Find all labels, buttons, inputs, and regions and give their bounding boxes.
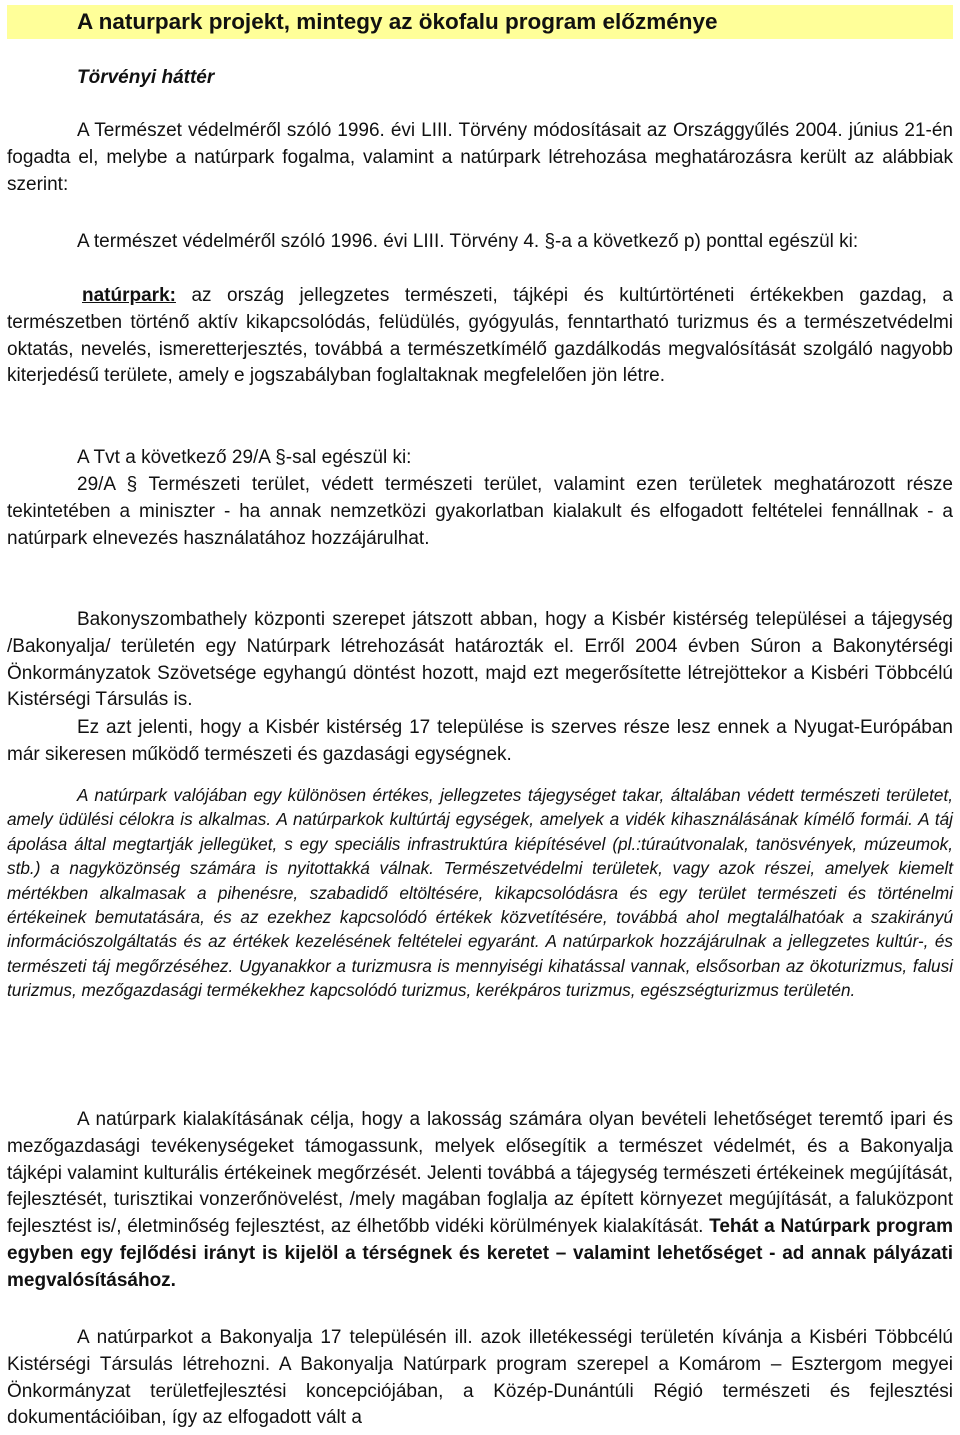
page-title: A naturpark projekt, mintegy az ökofalu program előzménye — [77, 9, 718, 34]
goal-emphasis: Tehát a Natúrpark program egyben egy fejlődési irányt is kijelöl a térségnek és keretet – valamint lehetőséget - ad annak pályázati megvalósításához. — [7, 1216, 954, 1291]
paragraph-law-section: A természet védelméről szóló 1996. évi LIII. Törvény 4. §-a a következő p) ponttal egészül ki: — [77, 231, 859, 252]
paragraph-bakonyszombathely: Bakonyszombathely központi szerepet játszott abban, hogy a Kisbér kistérség települései a tájegység /Bakonyalja/ területén egy Natúrpark létrehozását határozták el. Erről 2004 évben Súron a Bakonytérségi Önkormányzatok Szövetsége egyhangú döntést hozott, majd ezt megerősítette létrejöttekor a Kisbéri Többcélú Kistérségi Társulás is. — [7, 609, 953, 711]
paragraph-kisber-17: Ez azt jelenti, hogy a Kisbér kistérség 17 települése is szerves része lesz ennek a Nyugat-Európában már sikeresen működő természeti és gazdasági egységnek. — [7, 717, 953, 765]
paragraph-29a: 29/A § Természeti terület, védett természeti terület, valamint ezen területek meghatározott része tekintetében a miniszter - ha annak nemzetközi gyakorlatban kialakult és elfogadott feltételei fennállnak - a natúrpark elnevezés használatához hozzájárulhat. — [7, 474, 953, 549]
goal-text: A natúrpark kialakításának célja, hogy a lakosság számára olyan bevételi lehetőséget teremtő ipari és mezőgazdasági tevékenységeket támogassunk, melyek elősegítik a természet védelmét, és a Bakonyalja tájképi valamint kulturális értékeinek megőrzését. Jelenti továbbá a tájegység természeti értékeinek megújítását, fejlesztését, turisztikai vonzerőnövelést, /mely magában foglalja az épített környezet megújítását, a faluközpont fejlesztést is/, életminőség fejlesztést, az élhetőbb vidéki körülmények kialakítását. — [7, 1109, 953, 1238]
definition-text: az ország jellegzetes természeti, tájképi és kultúrtörténeti értékekben gazdag, a természetben történő aktív kikapcsolódás, felüdülés, gyógyulás, fenntartható turizmus és a természetvédelmi oktatás, nevelés, ismeretterjesztés, továbbá a természetkímélő gazdálkodás megvalósítását szolgáló nagyobb kiterjedésű területe, amely e jogszabályban foglaltaknak megfelelően jön létre. — [7, 285, 953, 387]
paragraph-law-amendment: A Természet védelméről szóló 1996. évi LIII. Törvény módosításait az Országgyűlés 2004. június 21-én fogadta el, melybe a natúrpark fogalma, valamint a natúrpark létrehozása meghatározásra került az alábbiak szerint: — [7, 120, 953, 195]
paragraph-naturpark-goal — [7, 1107, 953, 1295]
paragraph-naturpark-description: A natúrpark valójában egy különösen értékes, jellegzetes tájegységet takar, általában védett természeti területet, amely üdülési célokra is alkalmas. A natúrparkok kultúrtáj egységek, amelyek a vidék kihasználásának kímélő formái. A táj ápolása által megtartják jellegüket, s egy speciális infrastruktúra kiépítésével (pl.:túraútvonalak, tanösvények, múzeumok, stb.) a nagyközönség számára is nyitottakká válnak. Természetvédelmi területek, vagy azok részei, amelyek kiemelt mértékben alkalmasak a pihenésre, szabadidő eltöltésére, kikapcsolódásra és egy terület természeti és történelmi értékeinek bemutatására, és az ezekhez kapcsolódó értékek közvetítésére, továbbá ahol megtalálhatóak a szakirányú információszolgáltatás és az értékek kezelésének feltételei egyaránt. A natúrparkok hozzájárulnak a jellegzetes kultúr-, és természeti táj megőrzéséhez. Ugyanakkor a turizmusra is mennyiségi kihatással vannak, elsősorban az ökoturizmus, falusi turizmus, mezőgazdasági termékekhez kapcsolódó turizmus, kerékpáros turizmus, egészségturizmus területén. — [7, 785, 953, 1001]
paragraph-bakonyalja-program: A natúrparkot a Bakonyalja 17 településén ill. azok illetékességi területén kívánja a Kisbéri Többcélú Kistérségi Társulás létrehozni. A Bakonyalja Natúrpark program szerepel a Komárom – Esztergom megyei Önkormányzat területfejlesztési koncepciójában, a Közép-Dunántúli Régió természeti és fejlesztési dokumentációiban, így az elfogadott vált a — [7, 1327, 953, 1429]
paragraph-tvt-addition: A Tvt a következő 29/A §-sal egészül ki: — [77, 447, 412, 468]
section-subtitle: Törvényi háttér — [77, 67, 215, 88]
paragraph-naturpark-definition — [7, 283, 953, 390]
definition-term: natúrpark: — [82, 285, 176, 306]
